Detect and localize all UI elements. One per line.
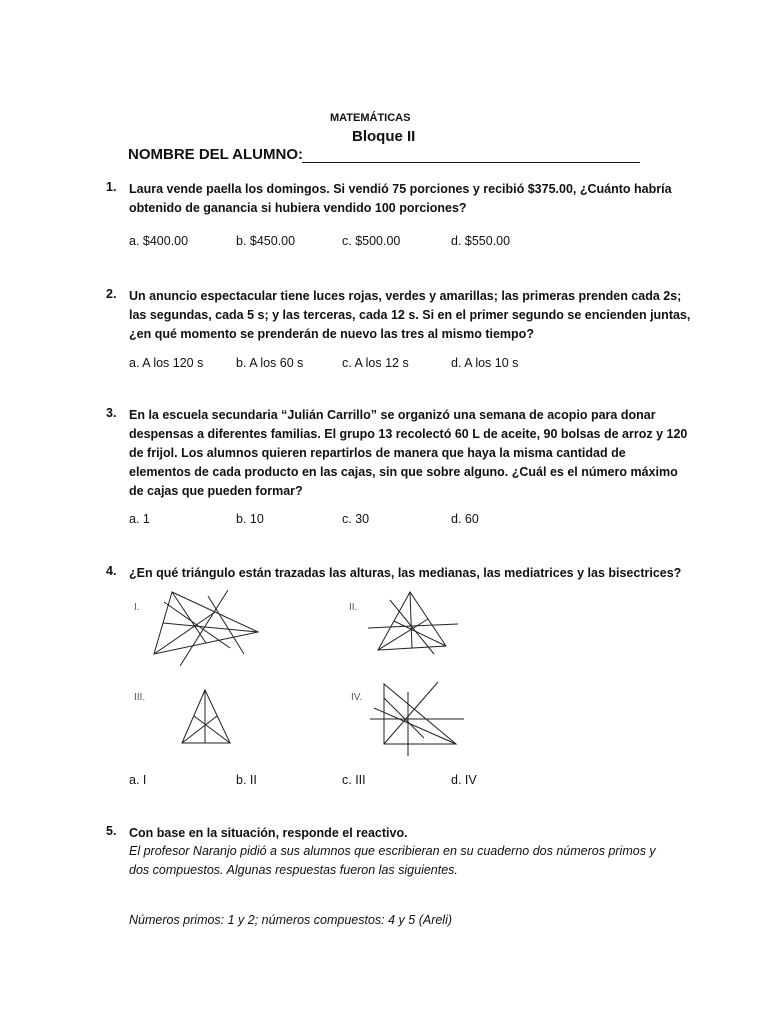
page-subject: MATEMÁTICAS <box>330 112 411 124</box>
question-1-option-a[interactable]: a. $400.00 <box>129 234 189 248</box>
question-2-option-b[interactable]: b. A los 60 s <box>236 356 304 370</box>
question-3-option-a[interactable]: a. 1 <box>129 512 150 526</box>
question-5-situation <box>129 842 749 880</box>
question-1-option-b[interactable]: b. $450.00 <box>236 234 296 248</box>
triangle-figure-i <box>150 588 270 670</box>
question-3-text <box>129 406 749 501</box>
question-2-line: ¿en qué momento se prenderán de nuevo las tres al mismo tiempo? <box>129 327 534 341</box>
student-name-label: NOMBRE DEL ALUMNO: <box>128 146 303 163</box>
question-1-number: 1. <box>106 180 117 194</box>
question-2-text <box>129 287 749 344</box>
figure-i-label: I. <box>134 602 140 613</box>
question-2-option-c[interactable]: c. A los 12 s <box>342 356 409 370</box>
question-1-line: Laura vende paella los domingos. Si vendió 75 porciones y recibió $375.00, ¿Cuánto habría <box>129 182 672 196</box>
question-5-situation-line: El profesor Naranjo pidió a sus alumnos que escribieran en su cuaderno dos números primos y <box>129 844 656 858</box>
question-3-line: despensas a diferentes familias. El grupo 13 recolectó 60 L de aceite, 90 bolsas de arroz y 120 <box>129 427 688 441</box>
figure-iv-label: IV. <box>351 692 363 703</box>
question-3-line: En la escuela secundaria “Julián Carrillo” se organizó una semana de acopio para donar <box>129 408 656 422</box>
question-4-option-a[interactable]: a. I <box>129 773 147 787</box>
question-1-option-d[interactable]: d. $550.00 <box>451 234 511 248</box>
question-2-number: 2. <box>106 287 117 301</box>
figure-ii-label: II. <box>349 602 358 613</box>
question-2-option-d[interactable]: d. A los 10 s <box>451 356 519 370</box>
question-3-option-b[interactable]: b. 10 <box>236 512 264 526</box>
question-4-number: 4. <box>106 564 117 578</box>
student-name-line[interactable] <box>302 162 640 163</box>
question-3-number: 3. <box>106 406 117 420</box>
question-4-option-b[interactable]: b. II <box>236 773 257 787</box>
question-1-text <box>129 180 729 218</box>
question-1-option-c[interactable]: c. $500.00 <box>342 234 401 248</box>
triangle-figure-iii <box>172 688 242 748</box>
question-3-line: elementos de cada producto en las cajas, sin que sobre alguno. ¿Cuál es el número máximo <box>129 465 678 479</box>
question-5-answer: Números primos: 1 y 2; números compuestos: 4 y 5 (Areli) <box>129 913 453 927</box>
question-4-text: ¿En qué triángulo están trazadas las alturas, las medianas, las mediatrices y las bisectrices? <box>129 566 682 580</box>
question-2-line: las segundas, cada 5 s; y las terceras, cada 12 s. Si en el primer segundo se encienden juntas, <box>129 308 691 322</box>
question-5-text: Con base en la situación, responde el reactivo. <box>129 826 408 840</box>
question-2-option-a[interactable]: a. A los 120 s <box>129 356 204 370</box>
question-3-line: de cajas que pueden formar? <box>129 484 303 498</box>
triangle-figure-iv <box>368 678 468 758</box>
page-block: Bloque II <box>352 128 416 145</box>
question-1-line: obtenido de ganancia si hubiera vendido 100 porciones? <box>129 201 467 215</box>
question-5-number: 5. <box>106 824 117 838</box>
question-3-line: de frijol. Los alumnos quieren repartirlos de manera que haya la misma cantidad de <box>129 446 626 460</box>
question-2-line: Un anuncio espectacular tiene luces rojas, verdes y amarillas; las primeras prenden cada 2s; <box>129 289 682 303</box>
question-4-option-c[interactable]: c. III <box>342 773 366 787</box>
question-3-option-d[interactable]: d. 60 <box>451 512 479 526</box>
question-5-situation-line: dos compuestos. Algunas respuestas fueron las siguientes. <box>129 863 458 877</box>
triangle-figure-ii <box>362 588 462 656</box>
question-3-option-c[interactable]: c. 30 <box>342 512 370 526</box>
question-4-option-d[interactable]: d. IV <box>451 773 477 787</box>
figure-iii-label: III. <box>134 692 146 703</box>
